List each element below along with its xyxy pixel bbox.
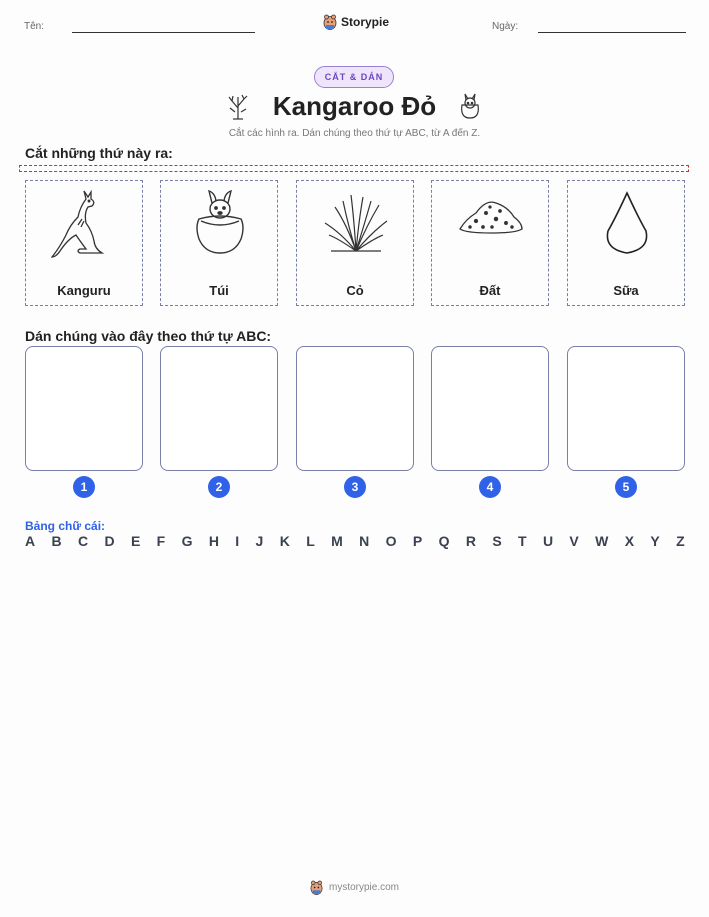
footer-url[interactable]: mystorypie.com <box>328 882 399 893</box>
alphabet-letter: M <box>331 533 343 549</box>
slot-number: 3 <box>344 476 366 498</box>
alphabet-letter: C <box>77 533 89 549</box>
storypie-mascot-icon <box>323 14 337 30</box>
alphabet-letter: T <box>518 533 527 549</box>
cut-card-pouch[interactable] <box>160 180 278 306</box>
alphabet-letter: D <box>104 533 115 549</box>
cut-card-grass[interactable] <box>296 180 414 306</box>
alphabet-letter: R <box>465 533 476 549</box>
cut-heading: Cắt những thứ này ra: <box>25 145 173 161</box>
alphabet-letter: U <box>542 533 554 549</box>
paste-box-3[interactable] <box>296 346 414 471</box>
alphabet-heading: Bảng chữ cái: <box>25 519 106 533</box>
alphabet-letter: K <box>279 533 290 549</box>
cut-line <box>19 165 689 172</box>
cut-card-kangaroo[interactable] <box>25 180 143 306</box>
alphabet-letter: E <box>130 533 141 549</box>
date-line[interactable] <box>538 32 686 33</box>
slot-number: 4 <box>479 476 501 498</box>
alphabet-letter: X <box>624 533 635 549</box>
card-label: Cỏ <box>346 283 364 298</box>
paste-heading: Dán chúng vào đây theo thứ tự ABC: <box>25 328 272 344</box>
alphabet-letter: Y <box>650 533 660 549</box>
card-label: Kanguru <box>57 283 111 298</box>
card-label: Đất <box>479 283 501 298</box>
alphabet-letter: S <box>492 533 502 549</box>
alphabet-letter: W <box>595 533 609 549</box>
alphabet-letter: Z <box>676 533 685 549</box>
slot-number: 1 <box>73 476 95 498</box>
alphabet-letter: V <box>569 533 579 549</box>
alphabet-letter: A <box>25 533 36 549</box>
brand-logo <box>323 14 389 30</box>
name-line[interactable] <box>72 32 255 33</box>
paste-box-2[interactable] <box>160 346 278 471</box>
alphabet-row <box>25 533 685 549</box>
alphabet-letter: N <box>359 533 370 549</box>
activity-badge: CẮT & DÁN <box>314 66 394 88</box>
paste-box-4[interactable] <box>431 346 549 471</box>
slot-number: 2 <box>208 476 230 498</box>
paste-box-5[interactable] <box>567 346 685 471</box>
alphabet-letter: B <box>51 533 62 549</box>
alphabet-letter: L <box>306 533 315 549</box>
alphabet-letter: O <box>385 533 397 549</box>
cut-card-dirt[interactable] <box>431 180 549 306</box>
storypie-mascot-icon <box>310 880 323 895</box>
paste-box-1[interactable] <box>25 346 143 471</box>
pouch-icon <box>185 189 255 261</box>
page-title: Kangaroo Đỏ <box>272 91 437 121</box>
card-label: Túi <box>209 283 229 298</box>
cut-card-milk[interactable] <box>567 180 685 306</box>
date-label: Ngày: <box>492 21 519 32</box>
milk-drop-icon <box>592 189 662 261</box>
alphabet-letter: P <box>412 533 423 549</box>
footer <box>0 880 709 895</box>
alphabet-letter: I <box>235 533 240 549</box>
brand-name: Storypie <box>341 15 390 29</box>
alphabet-letter: Q <box>438 533 450 549</box>
instructions: Cắt các hình ra. Dán chúng theo thứ tự ABC, từ A đến Z. <box>228 128 481 139</box>
slot-number: 5 <box>615 476 637 498</box>
name-label: Tên: <box>24 21 45 32</box>
alphabet-letter: J <box>255 533 264 549</box>
kangaroo-icon <box>50 189 120 261</box>
alphabet-letter: F <box>156 533 166 549</box>
kangaroo-pouch-icon <box>458 92 482 125</box>
dirt-icon <box>456 189 526 261</box>
grass-icon <box>321 189 391 261</box>
card-label: Sữa <box>613 283 639 298</box>
alphabet-letter: H <box>208 533 219 549</box>
alphabet-letter: G <box>181 533 193 549</box>
